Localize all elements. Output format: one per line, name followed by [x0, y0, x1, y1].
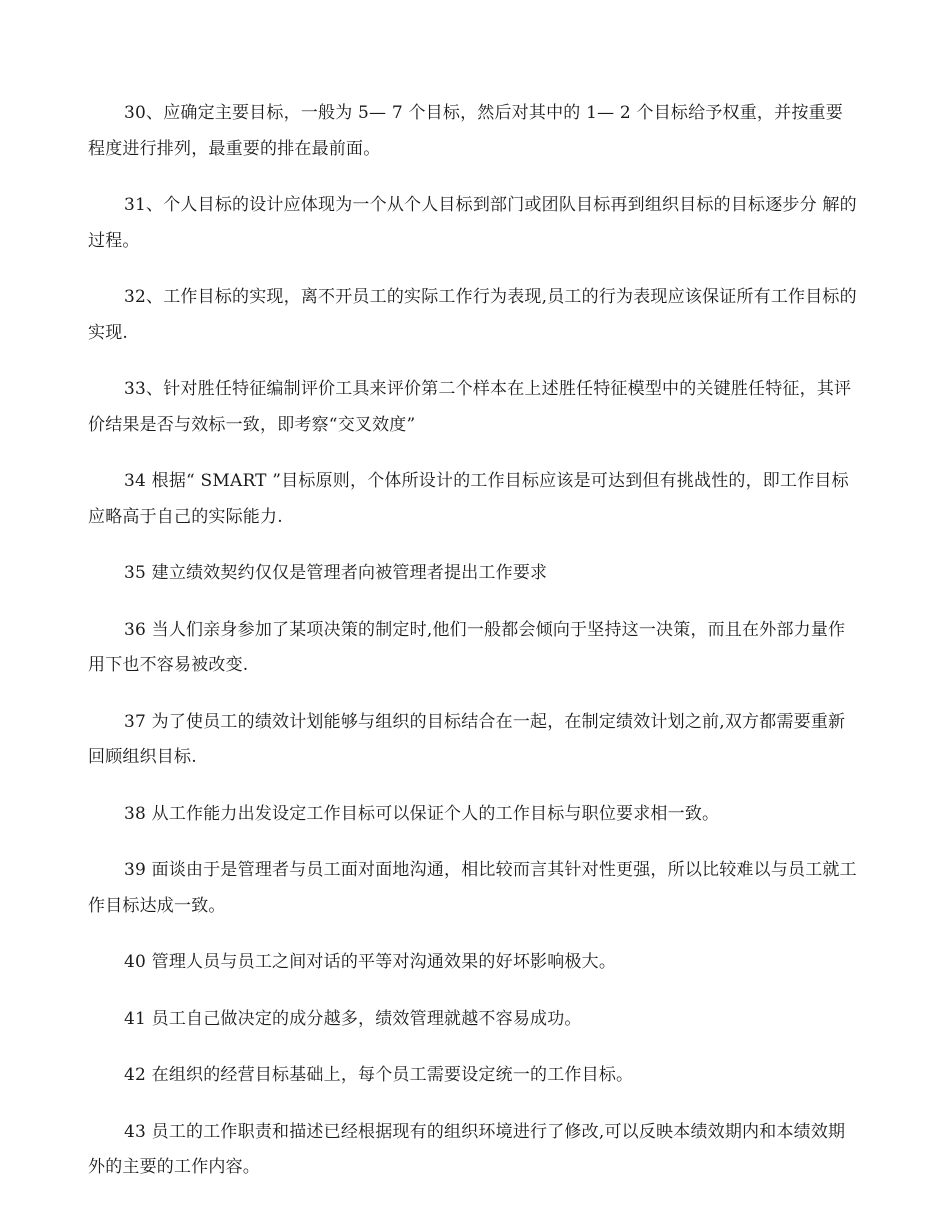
- statement-30: 30、应确定主要目标，一般为 5— 7 个目标，然后对其中的 1— 2 个目标给予权重，并按重要 程度进行排列，最重要的排在最前面。: [88, 103, 843, 159]
- statement-35: 35 建立绩效契约仅仅是管理者向被管理者提出工作要求: [124, 563, 548, 583]
- statement-36: 36 当人们亲身参加了某项决策的制定时,他们一般都会倾向于坚持这一决策，而且在外部力量作用下也不容易被改变.: [88, 619, 846, 675]
- statement-38: 38 从工作能力出发设定工作目标可以保证个人的工作目标与职位要求相一致。: [124, 803, 720, 824]
- statement-31: 31、个人目标的设计应体现为一个从个人目标到部门或团队目标再到组织目标的目标逐步分 解的过程。: [88, 195, 857, 251]
- statement-33: 33、针对胜任特征编制评价工具来评价第二个样本在上述胜任特征模型中的关键胜任特征，其评价结果是否与效标一致，即考察“交叉效度”: [88, 379, 852, 435]
- statement-43: 43 员工的工作职责和描述已经根据现有的组织环境进行了修改,可以反映本绩效期内和本绩效期外的主要的工作内容。: [88, 1121, 846, 1177]
- statement-40: 40 管理人员与员工之间对话的平等对沟通效果的好坏影响极大。: [124, 952, 617, 972]
- statement-34: 34 根据“ SMART ”目标原则，个体所设计的工作目标应该是可达到但有挑战性的，即工作目标应略高于自己的实际能力.: [88, 471, 849, 527]
- statement-42: 42 在组织的经营目标基础上，每个员工需要设定统一的工作目标。: [124, 1065, 634, 1085]
- statement-39: 39 面谈由于是管理者与员工面对面地沟通，相比较而言其针对性更强，所以比较难以与员工就工作目标达成一致。: [88, 860, 857, 916]
- statement-41: 41 员工自己做决定的成分越多，绩效管理就越不容易成功。: [124, 1008, 582, 1029]
- statement-37: 37 为了使员工的绩效计划能够与组织的目标结合在一起，在制定绩效计划之前,双方都需要重新回顾组织目标.: [88, 711, 846, 767]
- statement-32: 32、工作目标的实现，离不开员工的实际工作行为表现,员工的行为表现应该保证所有工作目标的实现.: [88, 287, 857, 343]
